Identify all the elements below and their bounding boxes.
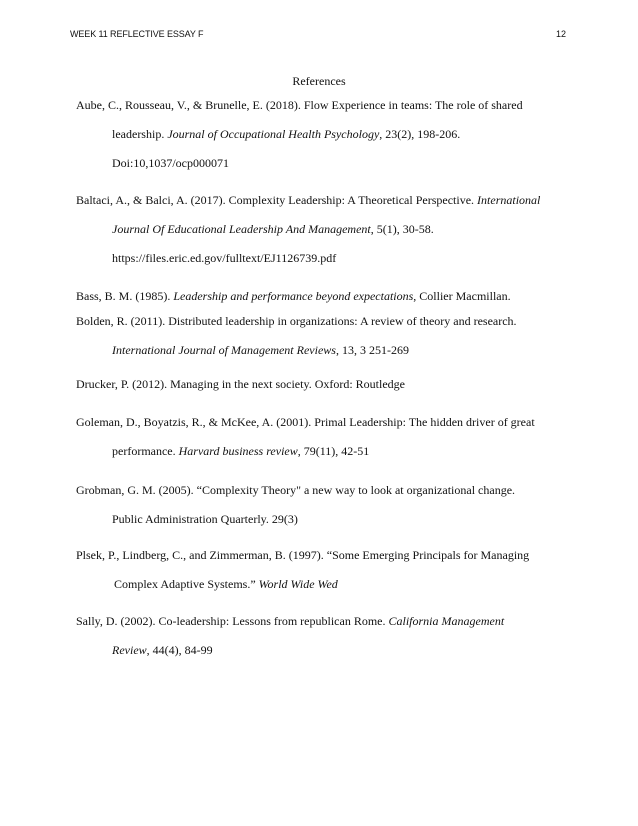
reference-entry	[76, 541, 576, 599]
reference-line: Doi:10,1037/ocp000071	[112, 156, 229, 170]
reference-line: performance. Harvard business review, 79(11), 42-51	[112, 444, 370, 458]
reference-line: https://files.eric.ed.gov/fulltext/EJ1126739.pdf	[112, 251, 337, 265]
page-number: 12	[555, 29, 566, 39]
reference-entry	[76, 307, 576, 365]
reference-entry	[76, 408, 576, 466]
reference-entry	[76, 186, 576, 273]
reference-line: Journal Of Educational Leadership And Management, 5(1), 30-58.	[112, 222, 434, 236]
reference-line: Review, 44(4), 84-99	[112, 643, 213, 657]
reference-entry	[76, 607, 576, 665]
reference-line: Aube, C., Rousseau, V., & Brunelle, E. (2018). Flow Experience in teams: The role of shared	[76, 98, 523, 112]
reference-line: Baltaci, A., & Balci, A. (2017). Complexity Leadership: A Theoretical Perspective. International	[76, 193, 541, 207]
reference-line: Plsek, P., Lindberg, C., and Zimmerman, B. (1997). “Some Emerging Principals for Managing	[76, 548, 530, 562]
reference-line: Drucker, P. (2012). Managing in the next society. Oxford: Routledge	[76, 377, 406, 391]
reference-line: Public Administration Quarterly. 29(3)	[112, 512, 298, 526]
reference-line: International Journal of Management Reviews, 13, 3 251-269	[112, 343, 409, 357]
reference-entry	[76, 476, 576, 534]
reference-line: Goleman, D., Boyatzis, R., & McKee, A. (2001). Primal Leadership: The hidden driver of great	[76, 415, 535, 429]
reference-line: Sally, D. (2002). Co-leadership: Lessons from republican Rome. California Management	[76, 614, 505, 628]
reference-line: Grobman, G. M. (2005). “Complexity Theory" a new way to look at organizational change.	[76, 483, 516, 497]
reference-entry	[76, 370, 576, 399]
reference-line: leadership. Journal of Occupational Health Psychology, 23(2), 198-206.	[112, 127, 461, 141]
reference-line: Bolden, R. (2011). Distributed leadership in organizations: A review of theory and research.	[76, 314, 517, 328]
reference-entry	[76, 91, 576, 178]
reference-line: Bass, B. M. (1985). Leadership and performance beyond expectations, Collier Macmillan.	[76, 289, 511, 303]
references-title: References	[292, 74, 346, 88]
reference-line: Complex Adaptive Systems.” World Wide Wed	[114, 577, 338, 591]
running-head: WEEK 11 REFLECTIVE ESSAY F	[70, 29, 204, 39]
